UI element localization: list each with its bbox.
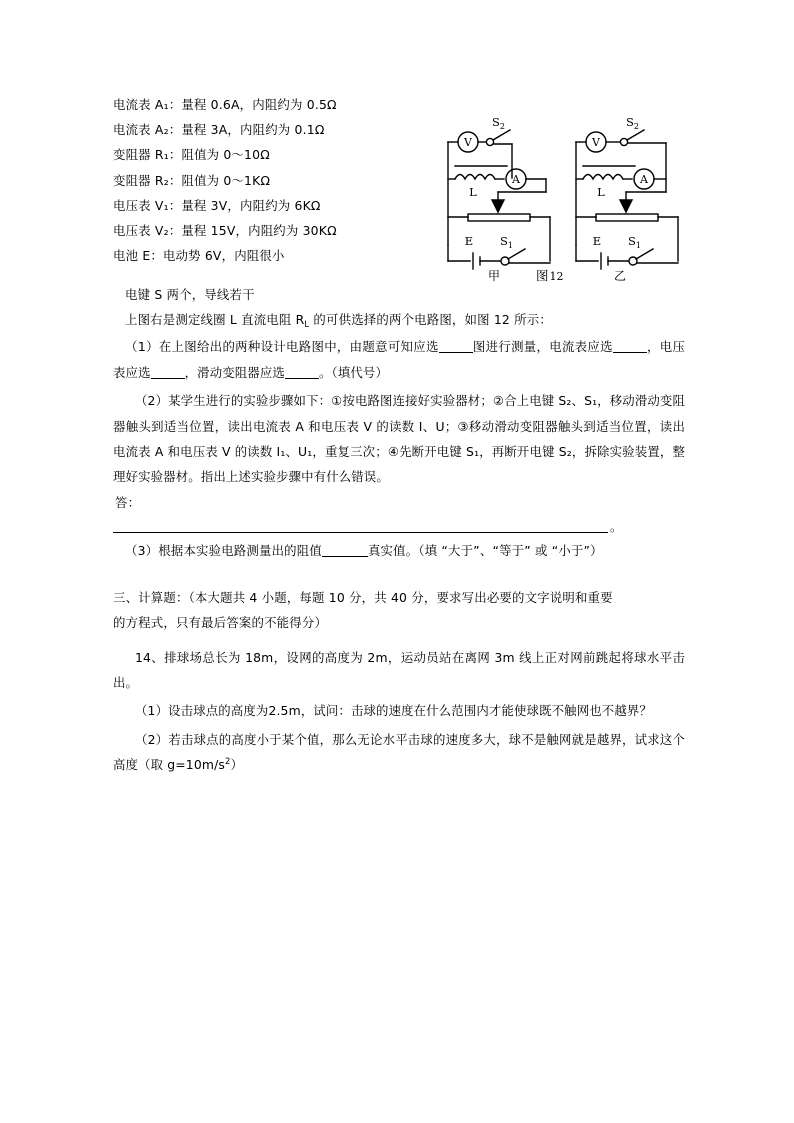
- voltmeter-label: V: [464, 136, 472, 149]
- question-3: [113, 538, 685, 563]
- q1-part-e: 。（填代号）: [318, 364, 388, 380]
- intro-line: [113, 307, 685, 334]
- voltmeter-label: V: [592, 136, 600, 149]
- switch-s1-label: $S_1$: [628, 234, 641, 250]
- intro-subscript: L: [304, 319, 310, 330]
- spec-item: 变阻器 R₁：阻值为 0～10Ω: [113, 147, 270, 163]
- right-circuit-label: 乙: [613, 269, 627, 282]
- q3-part-b: 真实值。（填 “大于”、“等于” 或 “小于”）: [367, 543, 603, 559]
- answer-blank-row[interactable]: [113, 515, 685, 538]
- spec-item: 变阻器 R₂：阻值为 0～1KΩ: [113, 172, 271, 188]
- coil-label: L: [469, 185, 477, 199]
- q3-part-a: （3）根据本实验电路测量出的阻值: [125, 543, 322, 559]
- q1-part-b: 图进行测量，电流表应选: [472, 339, 613, 355]
- spec-item: 电流表 A₂：量程 3A，内阻约为 0.1Ω: [113, 122, 325, 138]
- section-3-heading-line1: 三、计算题：（本大题共 4 小题，每题 10 分，共 40 分，要求写出必要的文字说明和重要: [113, 590, 613, 606]
- q14-text: 14、排球场总长为 18m，设网的高度为 2m，运动员站在离网 3m 线上正对网前跳起将球水平击出。: [113, 649, 685, 691]
- circuit-diagram-figure: [428, 100, 690, 282]
- left-circuit-label: 甲: [487, 269, 501, 282]
- switch-s1-pivot: [629, 257, 637, 265]
- spec-item: 电池 E：电动势 6V，内阻很小: [113, 248, 285, 264]
- section-3-heading-line2: 的方程式，只有最后答案的不能得分）: [113, 615, 328, 631]
- ammeter-label: A: [512, 173, 520, 186]
- right-circuit-group: [576, 130, 678, 269]
- battery-label: E: [592, 234, 602, 248]
- equipment-spec-list: [113, 92, 443, 268]
- question-14-part-2: [113, 727, 685, 780]
- q14-2-text-b: ）: [230, 757, 244, 773]
- coil-label: L: [597, 185, 605, 199]
- q1-part-c: ，电压表应选: [113, 339, 686, 380]
- q1-blank-circuit[interactable]: [439, 352, 473, 353]
- spec-item: 电压表 V₁：量程 3V，内阻约为 6KΩ: [113, 197, 321, 213]
- rheostat-symbol: [596, 214, 658, 221]
- switch-s1-pivot: [501, 257, 509, 265]
- rheostat-wiper-arrow: [492, 200, 504, 212]
- spec-item: 电流表 A₁：量程 0.6A，内阻约为 0.5Ω: [113, 97, 337, 112]
- answer-label: 答：: [115, 494, 141, 510]
- question-14: [113, 645, 685, 696]
- q14-2-exponent: 2: [225, 756, 231, 767]
- rheostat-symbol: [468, 214, 530, 221]
- switch-s2-label: $S_2$: [492, 115, 505, 131]
- figure-caption: 图12: [536, 268, 564, 282]
- left-circuit-group: [448, 130, 550, 269]
- answer-period: 。: [610, 519, 623, 535]
- ammeter-label: A: [640, 173, 648, 186]
- switch-s1-label: $S_1$: [500, 234, 513, 250]
- question-1: [113, 334, 685, 385]
- rheostat-wiper-arrow: [620, 200, 632, 212]
- coil-symbol: [455, 175, 495, 180]
- q1-part-d: ，滑动变阻器应选: [184, 364, 285, 380]
- q2-text: （2）某学生进行的实验步骤如下：①按电路图连接好实验器材；②合上电键 S₂、S₁，移动滑动变阻器触头到适当位置，读出电流表 A 和电压表 V 的读数 I、U；③移动滑动变阻器触头到适当位置，读出电流表 A 和电压表 V 的读数 I₁、U₁，重复三次；④先断开电键 S₁，再断开电键 S₂，拆除实验装置，整理好实验器材。指出上述实验步骤中有什么错误。: [113, 393, 685, 485]
- q1-part-a: （1）在上图给出的两种设计电路图中，由题意可知应选: [125, 339, 439, 355]
- main-text-column: [113, 282, 685, 780]
- switch-s2-label: $S_2$: [626, 115, 639, 131]
- intro-text-a: 上图右是测定线圈 L 直流电阻 R: [125, 312, 305, 328]
- intro-text-b: 的可供选择的两个电路图，如图 12 所示：: [309, 312, 552, 328]
- q3-blank-compare[interactable]: [322, 556, 368, 557]
- q1-blank-ammeter[interactable]: [613, 352, 647, 353]
- q1-blank-rheostat[interactable]: [285, 378, 319, 379]
- question-2: [113, 388, 685, 490]
- q14-2-text-a: （2）若击球点的高度小于某个值，那么无论水平击球的速度多大，球不是触网就是越界，试求这个高度（取 g=10m/s: [113, 731, 685, 773]
- spec-item: 电压表 V₂：量程 15V，内阻约为 30KΩ: [113, 223, 337, 239]
- q1-blank-voltmeter[interactable]: [151, 378, 185, 379]
- battery-label: E: [464, 234, 474, 248]
- answer-write-line[interactable]: [113, 531, 608, 533]
- q14-1-text: （1）设击球点的高度为2.5m，试问：击球的速度在什么范围内才能使球既不触网也不越界？: [135, 703, 652, 719]
- switch-line: 电键 S 两个，导线若干: [125, 287, 255, 302]
- coil-symbol: [583, 175, 623, 180]
- question-14-part-1: [113, 698, 685, 723]
